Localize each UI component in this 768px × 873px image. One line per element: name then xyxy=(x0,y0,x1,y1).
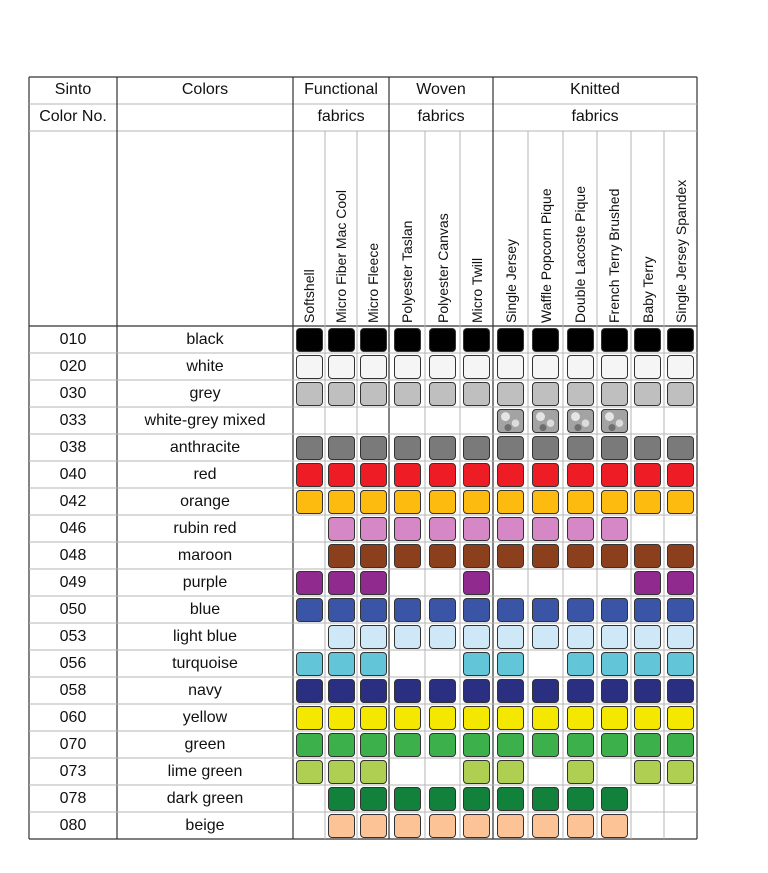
color-name: beige xyxy=(185,817,225,834)
color-swatch xyxy=(497,544,524,568)
color-swatch xyxy=(634,544,661,568)
color-code: 042 xyxy=(59,493,87,510)
color-swatch xyxy=(567,598,594,622)
color-swatch xyxy=(328,517,355,541)
color-swatch xyxy=(497,733,524,757)
color-swatch xyxy=(634,463,661,487)
color-code: 049 xyxy=(59,574,87,591)
color-swatch xyxy=(634,490,661,514)
color-swatch xyxy=(532,706,559,730)
color-swatch xyxy=(567,787,594,811)
color-swatch xyxy=(532,328,559,352)
color-swatch xyxy=(497,436,524,460)
color-swatch xyxy=(601,490,628,514)
color-swatch xyxy=(394,517,421,541)
color-swatch xyxy=(429,787,456,811)
color-swatch xyxy=(463,598,490,622)
color-swatch xyxy=(532,382,559,406)
color-code: 010 xyxy=(59,331,87,348)
color-swatch xyxy=(601,517,628,541)
color-swatch xyxy=(394,328,421,352)
color-swatch xyxy=(634,328,661,352)
color-swatch xyxy=(601,598,628,622)
color-name: blue xyxy=(189,601,221,618)
color-swatch xyxy=(567,382,594,406)
color-swatch xyxy=(634,679,661,703)
color-swatch xyxy=(394,733,421,757)
color-swatch xyxy=(567,355,594,379)
group-knitted-line2: fabrics xyxy=(571,108,619,125)
color-swatch xyxy=(328,679,355,703)
color-swatch xyxy=(328,382,355,406)
color-swatch xyxy=(394,382,421,406)
color-swatch xyxy=(429,706,456,730)
color-swatch xyxy=(497,490,524,514)
color-swatch xyxy=(429,436,456,460)
color-swatch xyxy=(497,598,524,622)
color-code: 030 xyxy=(59,385,87,402)
group-woven-line2: fabrics xyxy=(417,108,465,125)
color-swatch xyxy=(601,652,628,676)
color-swatch xyxy=(463,463,490,487)
color-swatch xyxy=(634,760,661,784)
color-swatch xyxy=(429,517,456,541)
color-swatch xyxy=(394,436,421,460)
color-swatch xyxy=(360,382,387,406)
color-code: 078 xyxy=(59,790,87,807)
color-swatch xyxy=(634,355,661,379)
fabric-header: Double Lacoste Pique xyxy=(572,186,588,323)
color-swatch xyxy=(360,544,387,568)
color-code: 046 xyxy=(59,520,87,537)
color-swatch xyxy=(463,814,490,838)
color-swatch xyxy=(328,436,355,460)
color-code: 056 xyxy=(59,655,87,672)
color-name: rubin red xyxy=(173,520,237,537)
color-swatch xyxy=(328,814,355,838)
color-swatch xyxy=(601,706,628,730)
color-swatch xyxy=(360,463,387,487)
color-name: white xyxy=(186,358,224,375)
color-swatch xyxy=(394,355,421,379)
color-swatch xyxy=(463,544,490,568)
color-swatch xyxy=(634,436,661,460)
color-swatch xyxy=(429,598,456,622)
color-swatch xyxy=(634,625,661,649)
fabric-header: Baby Terry xyxy=(639,256,656,323)
color-swatch xyxy=(601,355,628,379)
color-swatch xyxy=(601,733,628,757)
header-colors: Colors xyxy=(181,81,229,98)
color-swatch xyxy=(328,598,355,622)
color-swatch xyxy=(394,787,421,811)
color-swatch xyxy=(567,544,594,568)
color-swatch xyxy=(601,625,628,649)
fabric-header: Micro Fleece xyxy=(365,242,381,323)
color-code: 020 xyxy=(59,358,87,375)
color-swatch xyxy=(497,382,524,406)
color-swatch xyxy=(360,436,387,460)
header-color-no: Color No. xyxy=(39,108,107,125)
color-swatch xyxy=(296,733,323,757)
color-swatch xyxy=(601,436,628,460)
color-swatch xyxy=(634,652,661,676)
fabric-header: French Terry Brushed xyxy=(606,188,622,323)
color-swatch xyxy=(532,355,559,379)
fabric-header: Single Jersey Spandex xyxy=(672,179,689,323)
color-swatch xyxy=(394,625,421,649)
color-swatch xyxy=(567,733,594,757)
color-swatch xyxy=(463,328,490,352)
color-swatch xyxy=(667,355,694,379)
color-swatch xyxy=(532,409,559,433)
color-swatch xyxy=(667,436,694,460)
color-swatch xyxy=(497,328,524,352)
color-swatch xyxy=(296,571,323,595)
color-swatch xyxy=(328,463,355,487)
color-swatch xyxy=(567,679,594,703)
color-swatch xyxy=(667,328,694,352)
color-swatch xyxy=(296,382,323,406)
color-swatch xyxy=(463,733,490,757)
color-swatch xyxy=(296,652,323,676)
color-swatch xyxy=(667,625,694,649)
color-swatch xyxy=(429,814,456,838)
color-swatch xyxy=(463,706,490,730)
group-functional-line1: Functional xyxy=(304,81,378,98)
color-swatch xyxy=(429,490,456,514)
color-code: 050 xyxy=(59,601,87,618)
color-swatch xyxy=(463,625,490,649)
fabric-header: Waffle Popcorn Pique xyxy=(537,188,554,323)
color-swatch xyxy=(497,355,524,379)
color-swatch xyxy=(463,517,490,541)
color-swatch xyxy=(567,436,594,460)
color-swatch xyxy=(463,679,490,703)
color-swatch xyxy=(328,652,355,676)
color-swatch xyxy=(532,544,559,568)
color-swatch xyxy=(634,598,661,622)
color-swatch xyxy=(567,625,594,649)
color-swatch xyxy=(667,652,694,676)
color-swatch xyxy=(360,571,387,595)
color-swatch xyxy=(463,787,490,811)
color-swatch xyxy=(296,436,323,460)
color-swatch xyxy=(601,382,628,406)
color-swatch xyxy=(360,760,387,784)
color-swatch xyxy=(532,814,559,838)
color-swatch xyxy=(429,382,456,406)
color-swatch xyxy=(328,787,355,811)
color-swatch xyxy=(532,733,559,757)
color-swatch xyxy=(497,787,524,811)
color-code: 058 xyxy=(59,682,87,699)
color-code: 070 xyxy=(59,736,87,753)
color-swatch xyxy=(360,598,387,622)
color-swatch xyxy=(497,679,524,703)
color-swatch xyxy=(567,517,594,541)
color-name: turquoise xyxy=(172,655,238,672)
color-swatch xyxy=(328,760,355,784)
color-swatch xyxy=(296,598,323,622)
color-swatch xyxy=(567,463,594,487)
color-swatch xyxy=(328,706,355,730)
color-swatch xyxy=(360,679,387,703)
color-swatch xyxy=(667,571,694,595)
color-name: orange xyxy=(180,493,230,510)
color-swatch xyxy=(532,787,559,811)
color-swatch xyxy=(601,409,628,433)
color-swatch xyxy=(328,625,355,649)
color-swatch xyxy=(667,598,694,622)
color-swatch xyxy=(429,733,456,757)
color-swatch xyxy=(497,814,524,838)
color-swatch xyxy=(634,733,661,757)
color-name: lime green xyxy=(167,763,243,780)
color-swatch xyxy=(394,679,421,703)
fabric-header: Softshell xyxy=(301,269,317,323)
color-swatch xyxy=(328,490,355,514)
color-swatch xyxy=(497,517,524,541)
color-swatch xyxy=(634,571,661,595)
color-swatch xyxy=(567,706,594,730)
color-swatch xyxy=(567,760,594,784)
color-swatch xyxy=(328,544,355,568)
color-swatch xyxy=(532,598,559,622)
color-code: 060 xyxy=(59,709,87,726)
color-swatch xyxy=(429,355,456,379)
color-swatch xyxy=(296,706,323,730)
color-swatch xyxy=(360,517,387,541)
color-swatch xyxy=(634,706,661,730)
color-code: 073 xyxy=(59,763,87,780)
color-swatch xyxy=(497,652,524,676)
color-code: 033 xyxy=(59,412,87,429)
color-name: black xyxy=(186,331,224,348)
color-name: white-grey mixed xyxy=(144,412,266,429)
color-swatch xyxy=(532,679,559,703)
color-swatch xyxy=(360,355,387,379)
color-swatch xyxy=(567,328,594,352)
color-swatch xyxy=(360,706,387,730)
color-swatch xyxy=(667,679,694,703)
color-swatch xyxy=(567,490,594,514)
color-swatch xyxy=(463,760,490,784)
color-swatch xyxy=(532,517,559,541)
color-swatch xyxy=(296,463,323,487)
color-swatch xyxy=(667,760,694,784)
color-name: anthracite xyxy=(169,439,241,456)
color-swatch xyxy=(601,544,628,568)
color-swatch xyxy=(328,733,355,757)
color-code: 040 xyxy=(59,466,87,483)
color-swatch xyxy=(429,679,456,703)
color-swatch xyxy=(667,382,694,406)
color-swatch xyxy=(360,814,387,838)
color-code: 048 xyxy=(59,547,87,564)
header-sinto: Sinto xyxy=(54,81,92,98)
color-swatch xyxy=(394,463,421,487)
color-swatch xyxy=(532,625,559,649)
color-swatch xyxy=(601,814,628,838)
fabric-header: Micro Fiber Mac Cool xyxy=(333,189,349,323)
fabric-header: Micro Twill xyxy=(468,257,485,323)
color-name: maroon xyxy=(177,547,233,564)
color-swatch xyxy=(360,652,387,676)
color-swatch xyxy=(394,544,421,568)
color-name: green xyxy=(184,736,226,753)
color-swatch xyxy=(497,706,524,730)
color-swatch xyxy=(463,571,490,595)
color-code: 080 xyxy=(59,817,87,834)
color-swatch xyxy=(463,490,490,514)
color-swatch xyxy=(497,409,524,433)
color-swatch xyxy=(296,355,323,379)
color-name: grey xyxy=(189,385,221,402)
color-swatch xyxy=(463,436,490,460)
color-swatch xyxy=(601,787,628,811)
color-swatch xyxy=(601,679,628,703)
color-swatch xyxy=(667,733,694,757)
color-swatch xyxy=(567,409,594,433)
color-swatch xyxy=(532,463,559,487)
color-name: dark green xyxy=(166,790,244,807)
fabric-header: Polyester Taslan xyxy=(399,220,415,323)
color-swatch xyxy=(463,355,490,379)
color-swatch xyxy=(429,625,456,649)
color-swatch xyxy=(429,328,456,352)
color-swatch xyxy=(394,706,421,730)
color-name: red xyxy=(193,466,217,483)
color-code: 038 xyxy=(59,439,87,456)
color-swatch xyxy=(394,814,421,838)
color-swatch xyxy=(532,436,559,460)
color-swatch xyxy=(667,706,694,730)
color-swatch xyxy=(360,490,387,514)
group-functional-line2: fabrics xyxy=(317,108,365,125)
group-knitted-line1: Knitted xyxy=(570,81,620,98)
color-swatch xyxy=(532,490,559,514)
color-swatch xyxy=(394,598,421,622)
color-swatch xyxy=(429,544,456,568)
color-name: yellow xyxy=(182,709,228,726)
color-swatch xyxy=(567,814,594,838)
color-swatch xyxy=(296,679,323,703)
color-swatch xyxy=(601,463,628,487)
color-swatch xyxy=(328,328,355,352)
fabric-header: Polyester Canvas xyxy=(434,213,451,323)
color-swatch xyxy=(328,355,355,379)
color-swatch xyxy=(296,760,323,784)
color-name: light blue xyxy=(172,628,238,645)
fabric-header: Single Jersey xyxy=(502,238,519,323)
color-swatch xyxy=(296,328,323,352)
color-swatch xyxy=(667,463,694,487)
color-code: 053 xyxy=(59,628,87,645)
color-name: navy xyxy=(188,682,222,699)
color-swatch xyxy=(360,328,387,352)
color-swatch xyxy=(328,571,355,595)
color-swatch xyxy=(497,760,524,784)
color-swatch xyxy=(360,625,387,649)
color-swatch xyxy=(296,490,323,514)
color-swatch xyxy=(497,625,524,649)
color-swatch xyxy=(360,787,387,811)
color-swatch xyxy=(497,463,524,487)
color-swatch xyxy=(463,382,490,406)
color-swatch xyxy=(601,328,628,352)
color-swatch xyxy=(667,490,694,514)
color-swatch xyxy=(667,544,694,568)
color-swatch xyxy=(360,733,387,757)
color-name: purple xyxy=(182,574,228,591)
group-woven-line1: Woven xyxy=(416,81,466,98)
color-swatch xyxy=(567,652,594,676)
color-swatch xyxy=(394,490,421,514)
color-swatch xyxy=(429,463,456,487)
color-swatch xyxy=(634,382,661,406)
color-swatch xyxy=(463,652,490,676)
